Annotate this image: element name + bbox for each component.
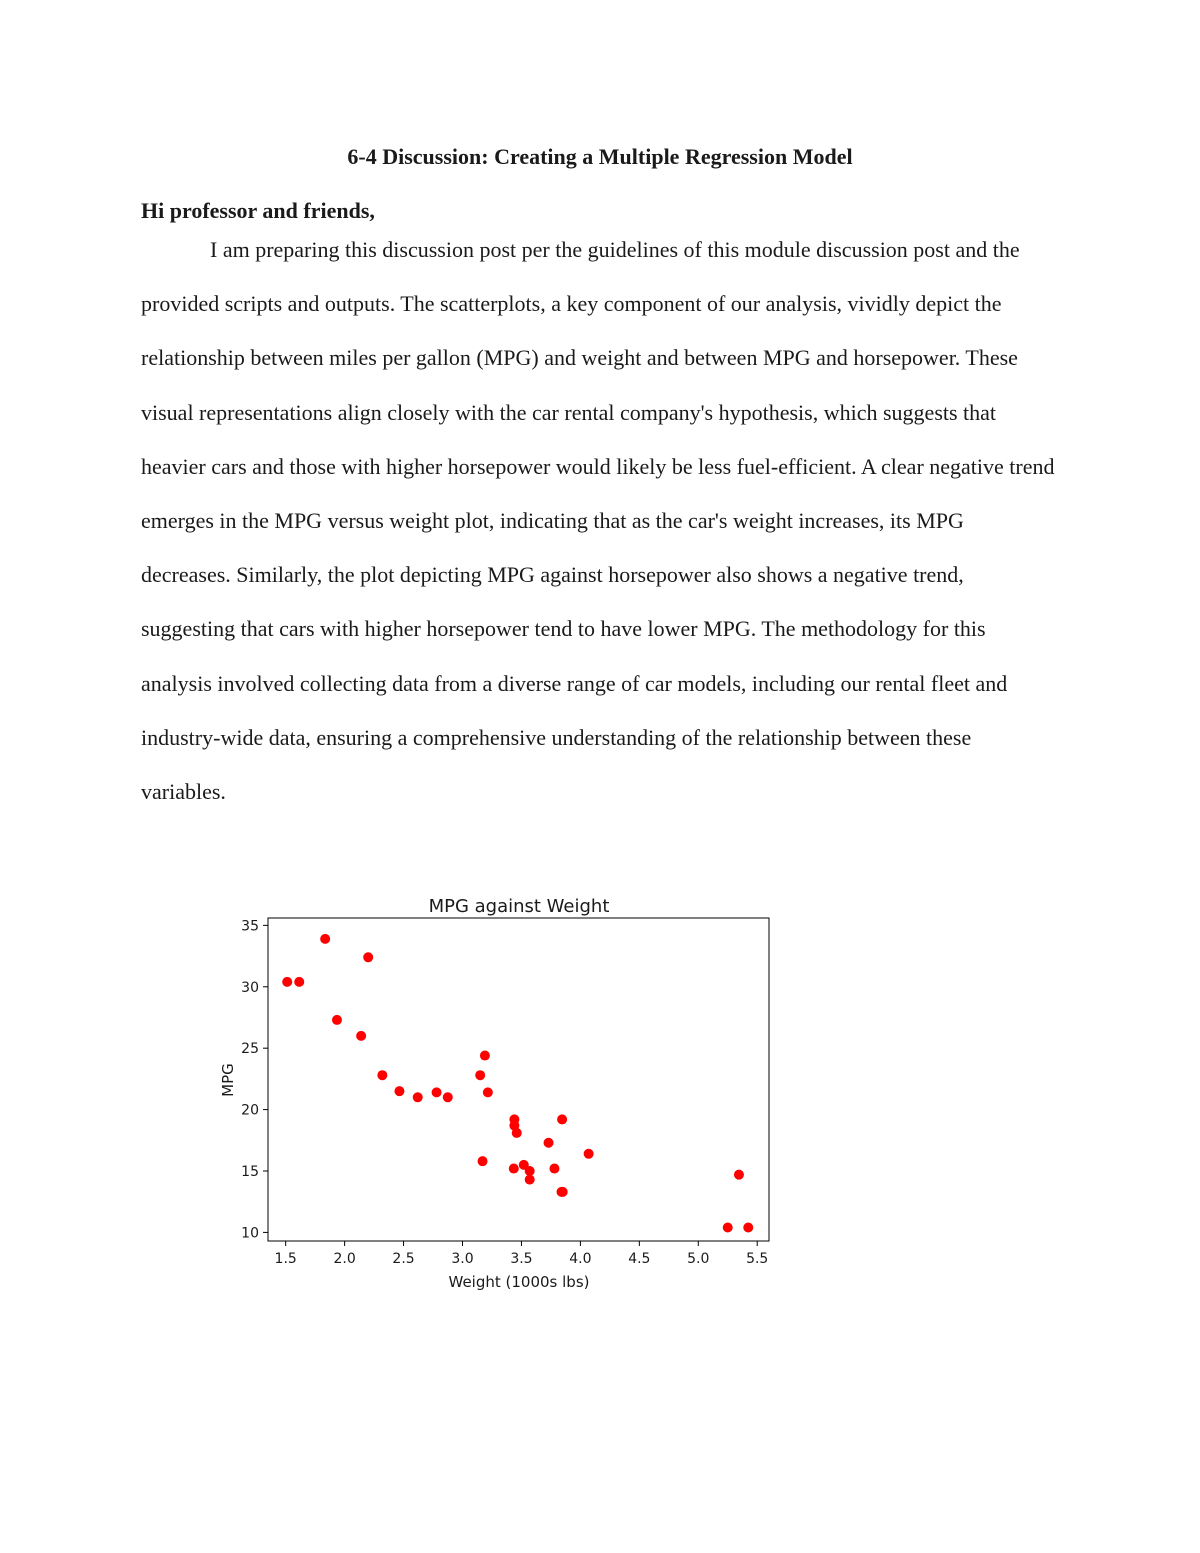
x-tick-label: 5.0 (687, 1251, 710, 1267)
x-tick-label: 2.5 (392, 1251, 415, 1267)
mpg-weight-chart (210, 888, 790, 1298)
y-axis-ticks (241, 918, 268, 1241)
y-tick-label: 35 (241, 918, 259, 935)
y-tick-label: 25 (241, 1041, 259, 1058)
data-point (549, 1164, 559, 1174)
x-tick-label: 3.5 (510, 1251, 533, 1267)
data-point (478, 1156, 488, 1166)
data-point (363, 952, 373, 962)
x-tick-label: 4.0 (569, 1251, 592, 1267)
chart-title: MPG against Weight (428, 896, 610, 917)
x-axis-label: Weight (1000s lbs) (448, 1273, 590, 1291)
data-point (282, 977, 292, 987)
x-tick-label: 5.5 (746, 1251, 769, 1267)
data-point (557, 1114, 567, 1124)
data-point (743, 1222, 753, 1232)
scatter-points (282, 934, 753, 1233)
data-point (413, 1092, 423, 1102)
data-point (480, 1051, 490, 1061)
data-point (512, 1128, 522, 1138)
x-tick-label: 1.5 (274, 1251, 297, 1267)
y-tick-label: 30 (241, 979, 259, 996)
data-point (394, 1086, 404, 1096)
data-point (475, 1070, 485, 1080)
y-axis-label: MPG (219, 1063, 237, 1097)
y-tick-label: 15 (241, 1163, 259, 1180)
data-point (443, 1092, 453, 1102)
data-point (483, 1087, 493, 1097)
data-point (320, 934, 330, 944)
data-point (723, 1222, 733, 1232)
data-point (377, 1070, 387, 1080)
body-paragraph: I am preparing this discussion post per the guidelines of this module discussion post and the provided scripts and outputs. The scatterplots, a key component of our analysis, vividly depict the relationship between miles per gallon (MPG) and weight and between MPG and horsepower. These visual representations align closely with the car rental company's hypothesis, which suggests that heavier cars and those with higher horsepower would likely be less fuel-efficient. A clear negative trend emerges in the MPG versus weight plot, indicating that as the car's weight increases, its MPG decreases. Similarly, the plot depicting MPG against horsepower also shows a negative trend, suggesting that cars with higher horsepower tend to have lower MPG. The methodology for this analysis involved collecting data from a diverse range of car models, including our rental fleet and industry-wide data, ensuring a comprehensive understanding of the relationship between these variables. (141, 237, 1055, 805)
data-point (332, 1015, 342, 1025)
data-point (584, 1149, 594, 1159)
data-point (432, 1087, 442, 1097)
data-point (525, 1175, 535, 1185)
greeting: Hi professor and friends, (141, 198, 375, 223)
data-point (525, 1166, 535, 1176)
plot-frame (268, 918, 769, 1241)
x-tick-label: 4.5 (628, 1251, 651, 1267)
x-tick-label: 3.0 (451, 1251, 474, 1267)
data-point (544, 1138, 554, 1148)
y-tick-label: 20 (241, 1102, 259, 1119)
y-tick-label: 10 (241, 1225, 259, 1242)
data-point (734, 1170, 744, 1180)
data-point (558, 1187, 568, 1197)
scatter-figure (210, 888, 790, 1298)
data-point (356, 1031, 366, 1041)
x-tick-label: 2.0 (333, 1251, 356, 1267)
data-point (294, 977, 304, 987)
data-point (509, 1164, 519, 1174)
document-title: 6-4 Discussion: Creating a Multiple Regression Model (347, 144, 853, 169)
x-axis-ticks (275, 1241, 769, 1267)
